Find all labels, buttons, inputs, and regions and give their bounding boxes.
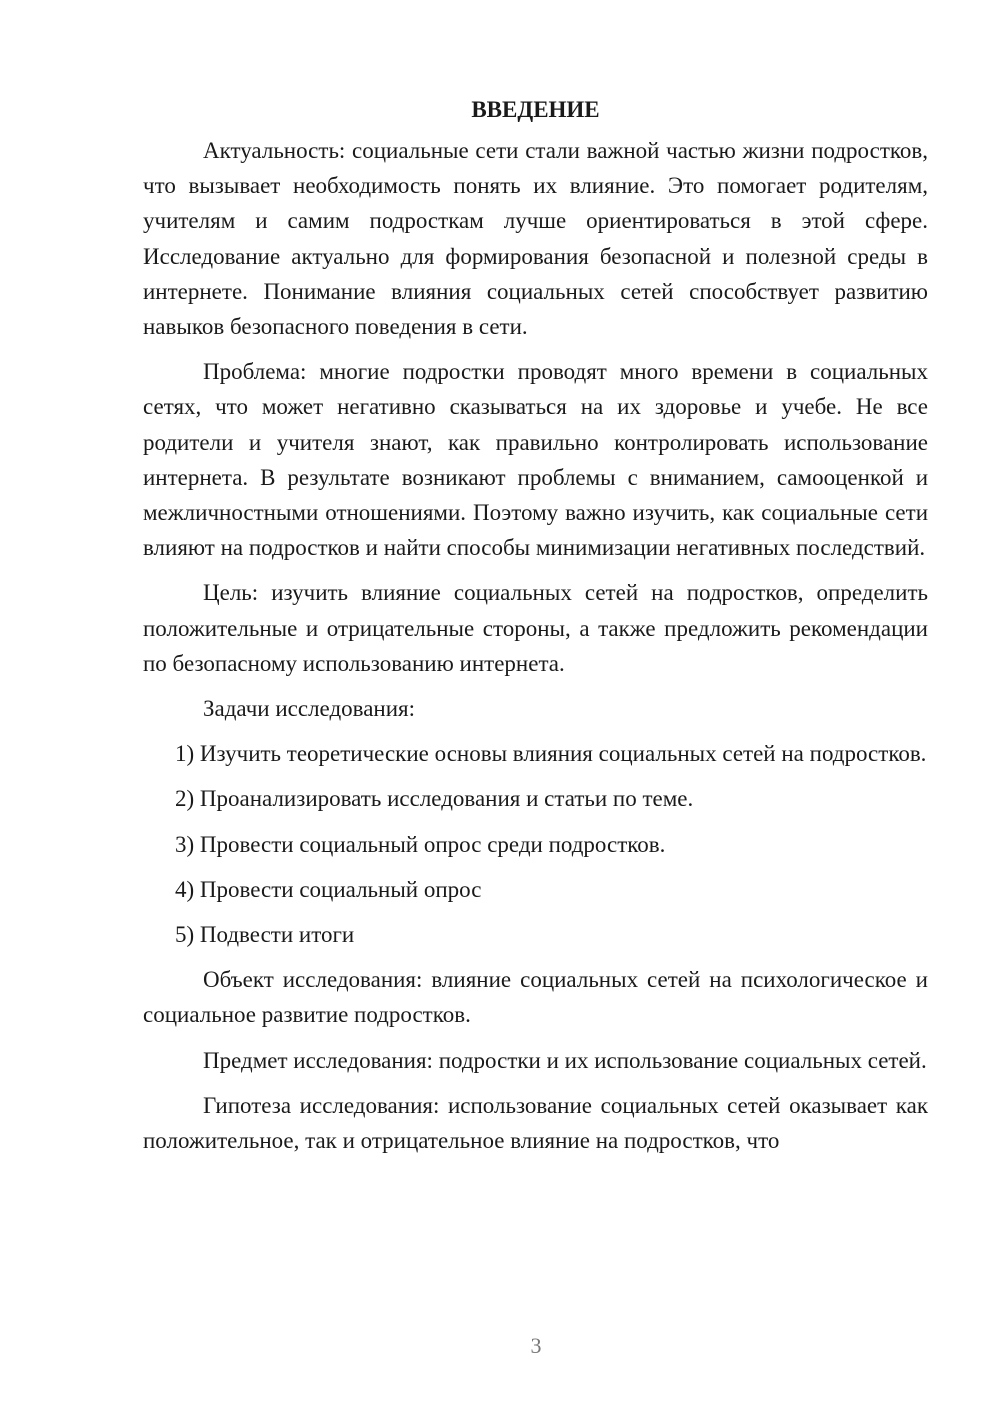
page-content [143, 92, 928, 1158]
paragraph-goal: Цель: изучить влияние социальных сетей на подростков, определить положительные и отрицательные стороны, а также предложить рекомендации по безопасному использованию интернета. [143, 580, 928, 676]
task-item-1: 1) Изучить теоретические основы влияния социальных сетей на подростков. [175, 741, 927, 767]
paragraph-subject: Предмет исследования: подростки и их использование социальных сетей. [203, 1047, 927, 1073]
page-number: 3 [530, 1333, 542, 1358]
paragraph-tasks-heading: Задачи исследования: [203, 696, 416, 722]
paragraph-hypothesis: Гипотеза исследования: использование социальных сетей оказывает как положительное, так и отрицательное влияние на подростков, что [143, 1092, 928, 1154]
task-item-4: 4) Провести социальный опрос [175, 876, 482, 902]
paragraph-relevance: Актуальность: социальные сети стали важной частью жизни подростков, что вызывает необходимость понять их влияние. Это помогает родителям, учителям и самим подросткам лучше ориентироваться в этой сфере. Исследование актуально для формирования безопасной и полезной среды в интернете. Понимание влияния социальных сетей способствует развитию навыков безопасного поведения в сети. [143, 138, 928, 340]
task-item-2: 2) Проанализировать исследования и статьи по теме. [175, 786, 694, 812]
paragraph-object: Объект исследования: влияние социальных сетей на психологическое и социальное развитие подростков. [143, 967, 928, 1028]
task-item-3: 3) Провести социальный опрос среди подростков. [175, 831, 666, 857]
task-item-5: 5) Подвести итоги [175, 922, 355, 948]
paragraph-problem: Проблема: многие подростки проводят много времени в социальных сетях, что может негативно сказываться на их здоровье и учебе. Не все родители и учителя знают, как правильно контролировать использование интернета. В результате возникают проблемы с вниманием, самооценкой и межличностными отношениями. Поэтому важно изучить, как социальные сети влияют на подростков и найти способы минимизации негативных последствий. [143, 359, 928, 561]
section-title: ВВЕДЕНИЕ [471, 97, 600, 122]
